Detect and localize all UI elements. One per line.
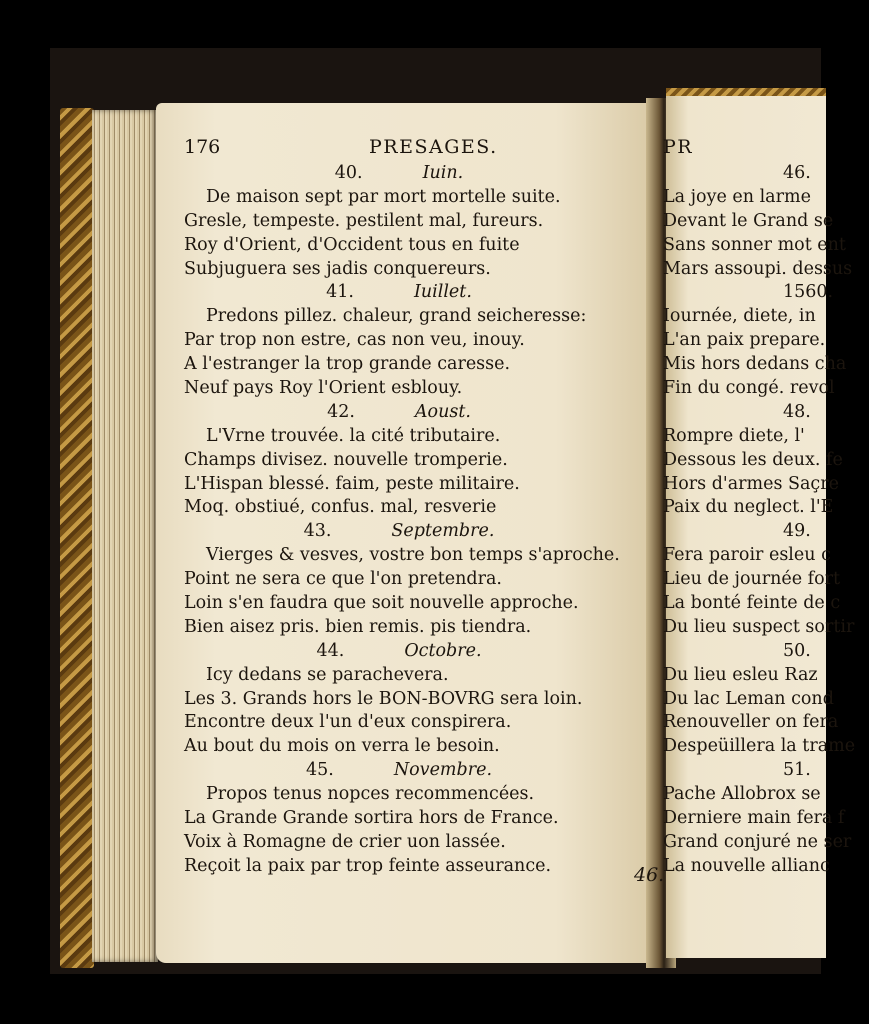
quatrain-heading xyxy=(184,401,614,425)
verse-line: Vierges & vesves, vostre bon temps s'aproche. xyxy=(206,545,620,566)
verse-line: Devant le Grand se xyxy=(663,210,834,231)
quatrain-number: 42. xyxy=(327,401,355,422)
verse-line: Fin du congé. revol xyxy=(663,378,835,399)
quatrain-number: 44. xyxy=(316,640,345,661)
quatrain-number: 48. xyxy=(783,401,811,422)
signature-mark: 46. xyxy=(634,864,665,886)
verse-line: Encontre deux l'un d'eux conspirera. xyxy=(184,712,512,733)
quatrain-month: Septembre. xyxy=(391,521,495,542)
verse-line: Bien aisez pris. bien remis. pis tiendra. xyxy=(184,616,532,637)
quatrain-number: 49. xyxy=(783,521,811,542)
quatrain-heading xyxy=(184,759,614,783)
quatrain-number: 46. xyxy=(783,163,811,183)
left-page-header xyxy=(184,136,614,162)
verse-line: La joye en larme xyxy=(663,186,811,207)
quatrain-heading xyxy=(184,162,614,186)
verse-line: Pache Allobrox se xyxy=(663,784,821,805)
verse-line: Derniere main fera f xyxy=(663,808,845,829)
verse-line: Icy dedans se parachevera. xyxy=(206,664,449,685)
verse-line: L'Hispan blessé. faim, peste militaire. xyxy=(184,473,520,494)
verse-line: Du lieu esleu Raz xyxy=(663,664,818,685)
verse-line: Paix du neglect. l'E xyxy=(663,497,834,518)
verse-line: Point ne sera ce que l'on pretendra. xyxy=(184,569,502,590)
verse-line: Les 3. Grands hors le BON-BOVRG sera loin. xyxy=(184,688,583,709)
quatrain-number: 40. xyxy=(334,163,363,183)
verse-line: La nouvelle allianc xyxy=(663,855,830,876)
quatrain-number: 41. xyxy=(326,282,354,303)
verse-line: Gresle, tempeste. pestilent mal, fureurs. xyxy=(184,210,544,231)
verse-line: Neuf pays Roy l'Orient esblouy. xyxy=(184,378,463,399)
page-stack xyxy=(92,110,158,962)
verse-line: Mis hors dedans cha xyxy=(663,354,847,375)
quatrain-month: Novembre. xyxy=(393,760,493,781)
quatrain-heading xyxy=(184,640,614,664)
left-page-text xyxy=(184,136,620,879)
quatrain-heading xyxy=(184,281,614,305)
verse-line: A l'estranger la trop grande caresse. xyxy=(184,354,511,375)
verse-line: Rompre diete, l' xyxy=(663,425,805,446)
verse-line: L'Vrne trouvée. la cité tributaire. xyxy=(206,425,501,446)
verse-line: Fera paroir esleu c xyxy=(663,545,831,566)
verse-line: Grand conjuré ne ser xyxy=(663,831,852,852)
verse-line: Mars assoupi. dessus xyxy=(663,258,853,279)
quatrain-month: Iuillet. xyxy=(413,282,472,303)
right-page-lines xyxy=(663,162,856,879)
verse-line: Reçoit la paix par trop feinte asseurance. xyxy=(184,855,552,876)
verse-line: Propos tenus nopces recommencées. xyxy=(206,784,535,805)
verse-line: Hors d'armes Saçre xyxy=(663,473,839,494)
verse-line: Par trop non estre, cas non veu, inouy. xyxy=(184,330,525,351)
verse-line: Predons pillez. chaleur, grand seicheresse: xyxy=(206,306,587,327)
verse-line: Loin s'en faudra que soit nouvelle approche. xyxy=(184,593,579,614)
verse-line: Du lieu suspect sortir xyxy=(663,616,855,637)
quatrain-heading xyxy=(184,520,614,544)
verse-line: Despeüillera la trame xyxy=(663,736,856,757)
quatrain-month: Aoust. xyxy=(414,401,471,422)
verse-line: Roy d'Orient, d'Occident tous en fuite xyxy=(184,234,520,255)
verse-line: Lieu de journée fort xyxy=(663,569,841,590)
verse-line: De maison sept par mort mortelle suite. xyxy=(206,186,561,207)
page-number: 176 xyxy=(184,136,221,158)
verse-line: Renouveller on fera xyxy=(663,712,839,733)
book-cover-edge xyxy=(60,108,94,968)
verse-line: Au bout du mois on verra le besoin. xyxy=(184,736,500,757)
quatrain-number: 43. xyxy=(303,521,332,542)
verse-line: L'an paix prepare. xyxy=(663,330,826,351)
quatrain-number: 50. xyxy=(783,640,811,661)
quatrain-month: Iuin. xyxy=(422,163,464,183)
verse-line: Subjuguera ses jadis conquereurs. xyxy=(184,258,491,279)
verse-line: Voix à Romagne de crier uon lassée. xyxy=(184,831,506,852)
quatrain-number: 51. xyxy=(783,760,811,781)
quatrain-number: 45. xyxy=(305,760,334,781)
verse-line: Iournée, diete, in xyxy=(663,306,816,327)
right-running-head: PR xyxy=(663,136,694,158)
quatrain-number: 1560. xyxy=(783,282,834,303)
verse-line: Du lac Leman cond xyxy=(663,688,834,709)
verse-line: Moq. obstiué, confus. mal, resverie xyxy=(184,497,497,518)
running-head: PRESAGES. xyxy=(369,136,498,158)
verse-line: Sans sonner mot ent xyxy=(663,234,846,255)
right-page-text xyxy=(663,136,856,879)
verse-line: La Grande Grande sortira hors de France. xyxy=(184,808,559,829)
verse-line: Champs divisez. nouvelle tromperie. xyxy=(184,449,508,470)
verse-line: Dessous les deux. fe xyxy=(663,449,843,470)
quatrain-month: Octobre. xyxy=(404,640,482,661)
quatrain-list xyxy=(184,162,620,879)
verse-line: La bonté feinte de c xyxy=(663,593,841,614)
